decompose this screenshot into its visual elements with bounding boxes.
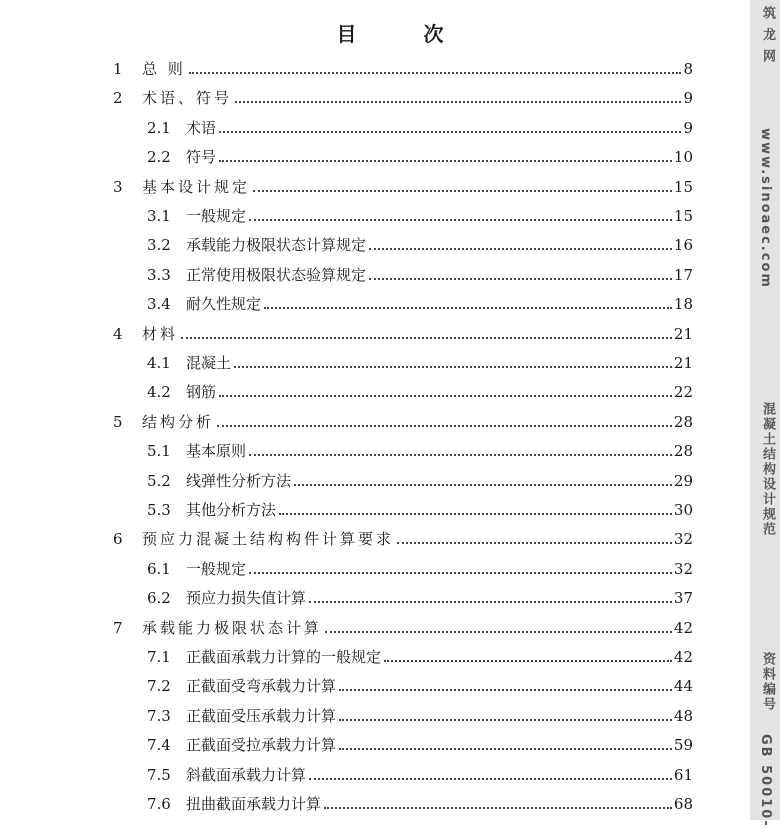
entry-title: 线弹性分析方法 — [186, 471, 292, 490]
entry-page-number: 9 — [683, 89, 693, 108]
document-title: 混凝土结构设计规范 — [760, 402, 775, 537]
entry-number: 3.4 — [147, 295, 171, 314]
entry-number: 4 — [113, 324, 123, 343]
entry-title: 一般规定 — [186, 207, 247, 225]
entry-title: 斜截面承载力计算 — [186, 765, 307, 784]
dot-leader — [294, 484, 672, 486]
toc-chapter-entry[interactable] — [113, 526, 693, 548]
dot-leader — [219, 131, 681, 133]
entry-page-number: 21 — [673, 324, 693, 343]
toc-chapter-entry[interactable] — [113, 174, 693, 196]
toc-subsection-entry[interactable] — [147, 291, 693, 313]
toc-subsection-entry[interactable] — [147, 497, 693, 519]
dot-leader — [189, 72, 682, 74]
entry-number: 7.5 — [147, 765, 171, 784]
entry-title: 钢筋 — [186, 383, 217, 402]
entry-page-number: 30 — [673, 501, 693, 519]
dot-leader — [384, 660, 672, 662]
entry-title: 扭曲截面承载力计算 — [186, 795, 322, 813]
toc-chapter-entry[interactable] — [113, 615, 693, 637]
dot-leader — [309, 778, 672, 780]
entry-page-number: 61 — [673, 765, 693, 784]
entry-page-number: 9 — [683, 118, 693, 137]
dot-leader — [339, 689, 672, 691]
entry-title: 总 则 — [142, 60, 186, 78]
entry-number: 7.2 — [147, 677, 171, 696]
toc-subsection-entry[interactable] — [147, 703, 693, 725]
toc-subsection-entry[interactable] — [147, 438, 693, 460]
dot-leader — [264, 307, 672, 309]
entry-page-number: 16 — [673, 236, 693, 255]
toc-subsection-entry[interactable] — [147, 585, 693, 607]
dot-leader — [369, 278, 672, 280]
toc-subsection-entry[interactable] — [147, 115, 693, 137]
document-code: GB 50010- — [758, 734, 773, 828]
dot-leader — [325, 631, 672, 633]
entry-title: 材料 — [142, 324, 179, 343]
entry-number: 5.3 — [147, 501, 171, 519]
dot-leader — [324, 807, 672, 809]
entry-title: 术语、符号 — [142, 89, 233, 108]
entry-page-number: 28 — [673, 442, 693, 461]
entry-page-number: 10 — [673, 148, 693, 167]
site-url: www.sinoaec.com — [758, 128, 773, 289]
entry-number: 6.1 — [147, 559, 171, 578]
entry-page-number: 21 — [673, 354, 693, 372]
entry-page-number: 68 — [673, 795, 693, 813]
toc-subsection-entry[interactable] — [147, 232, 693, 254]
entry-page-number: 29 — [673, 471, 693, 490]
entry-title: 结构分析 — [142, 412, 215, 431]
entry-number: 4.1 — [147, 354, 171, 372]
entry-number: 6.2 — [147, 589, 171, 608]
toc-subsection-entry[interactable] — [147, 556, 693, 578]
entry-number: 3.2 — [147, 236, 171, 255]
entry-number: 7.4 — [147, 736, 171, 755]
toc-subsection-entry[interactable] — [147, 350, 693, 372]
entry-title: 正截面受压承载力计算 — [186, 706, 337, 725]
entry-number: 7.3 — [147, 706, 171, 725]
entry-title: 基本原则 — [186, 442, 247, 461]
entry-page-number: 15 — [673, 177, 693, 196]
entry-title: 基本设计规定 — [142, 177, 251, 196]
dot-leader — [235, 101, 681, 103]
dot-leader — [279, 513, 672, 515]
entry-page-number: 37 — [673, 589, 693, 608]
dot-leader — [397, 542, 672, 544]
toc-subsection-entry[interactable] — [147, 144, 693, 166]
dot-leader — [309, 601, 672, 603]
entry-number: 6 — [113, 530, 123, 549]
toc-subsection-entry[interactable] — [147, 468, 693, 490]
entry-number: 5.1 — [147, 442, 171, 461]
entry-number: 5.2 — [147, 471, 171, 490]
dot-leader — [219, 395, 672, 397]
entry-page-number: 32 — [673, 530, 693, 549]
entry-page-number: 28 — [673, 412, 693, 431]
dot-leader — [219, 160, 672, 162]
sidebar-watermark — [750, 0, 780, 828]
code-label: 资料编号 — [760, 652, 775, 712]
entry-page-number: 44 — [673, 677, 693, 696]
dot-leader — [249, 572, 672, 574]
page-title: 目 次 — [336, 22, 474, 46]
entry-number: 3.3 — [147, 265, 171, 284]
entry-page-number: 17 — [673, 265, 693, 284]
dot-leader — [249, 219, 672, 221]
entry-title: 耐久性规定 — [186, 295, 262, 314]
dot-leader — [249, 454, 672, 456]
entry-title: 正截面受弯承载力计算 — [186, 677, 337, 696]
toc-subsection-entry[interactable] — [147, 644, 693, 666]
toc-chapter-entry[interactable] — [113, 56, 693, 78]
dot-leader — [339, 748, 672, 750]
toc-subsection-entry[interactable] — [147, 379, 693, 401]
entry-number: 7.6 — [147, 795, 171, 813]
entry-title: 一般规定 — [186, 559, 247, 578]
entry-page-number: 15 — [673, 207, 693, 225]
dot-leader — [369, 248, 672, 250]
entry-title: 正截面承载力计算的一般规定 — [186, 648, 382, 666]
entry-title: 符号 — [186, 148, 217, 167]
entry-title: 承载能力极限状态计算 — [142, 618, 323, 637]
site-name: 筑 龙 网 — [760, 6, 775, 65]
entry-number: 7 — [113, 618, 123, 637]
entry-number: 2.1 — [147, 118, 171, 137]
toc-subsection-entry[interactable] — [147, 791, 693, 813]
toc-subsection-entry[interactable] — [147, 262, 693, 284]
dot-leader — [181, 337, 672, 339]
dot-leader — [253, 190, 672, 192]
entry-page-number: 8 — [683, 60, 693, 78]
entry-title: 混凝土 — [186, 354, 232, 372]
entry-title: 预应力损失值计算 — [186, 589, 307, 608]
entry-page-number: 42 — [673, 648, 693, 666]
entry-page-number: 22 — [673, 383, 693, 402]
toc-chapter-entry[interactable] — [113, 85, 693, 107]
entry-title: 正常使用极限状态验算规定 — [186, 265, 367, 284]
toc-chapter-entry[interactable] — [113, 409, 693, 431]
entry-number: 4.2 — [147, 383, 171, 402]
entry-number: 7.1 — [147, 648, 171, 666]
entry-title: 术语 — [186, 118, 217, 137]
entry-page-number: 42 — [673, 618, 693, 637]
entry-title: 预应力混凝土结构构件计算要求 — [142, 530, 395, 549]
toc-subsection-entry[interactable] — [147, 762, 693, 784]
entry-number: 3 — [113, 177, 123, 196]
entry-page-number: 59 — [673, 736, 693, 755]
entry-number: 3.1 — [147, 207, 171, 225]
entry-title: 正截面受拉承载力计算 — [186, 736, 337, 755]
toc-subsection-entry[interactable] — [147, 203, 693, 225]
entry-page-number: 32 — [673, 559, 693, 578]
toc-subsection-entry[interactable] — [147, 732, 693, 754]
entry-title: 其他分析方法 — [186, 501, 277, 519]
dot-leader — [234, 366, 672, 368]
entry-title: 承载能力极限状态计算规定 — [186, 236, 367, 255]
toc-subsection-entry[interactable] — [147, 673, 693, 695]
entry-page-number: 48 — [673, 706, 693, 725]
dot-leader — [217, 425, 672, 427]
entry-number: 1 — [113, 60, 123, 78]
toc-chapter-entry[interactable] — [113, 321, 693, 343]
entry-number: 2.2 — [147, 148, 171, 167]
entry-page-number: 18 — [673, 295, 693, 314]
entry-number: 5 — [113, 412, 123, 431]
entry-number: 2 — [113, 89, 123, 108]
dot-leader — [339, 719, 672, 721]
